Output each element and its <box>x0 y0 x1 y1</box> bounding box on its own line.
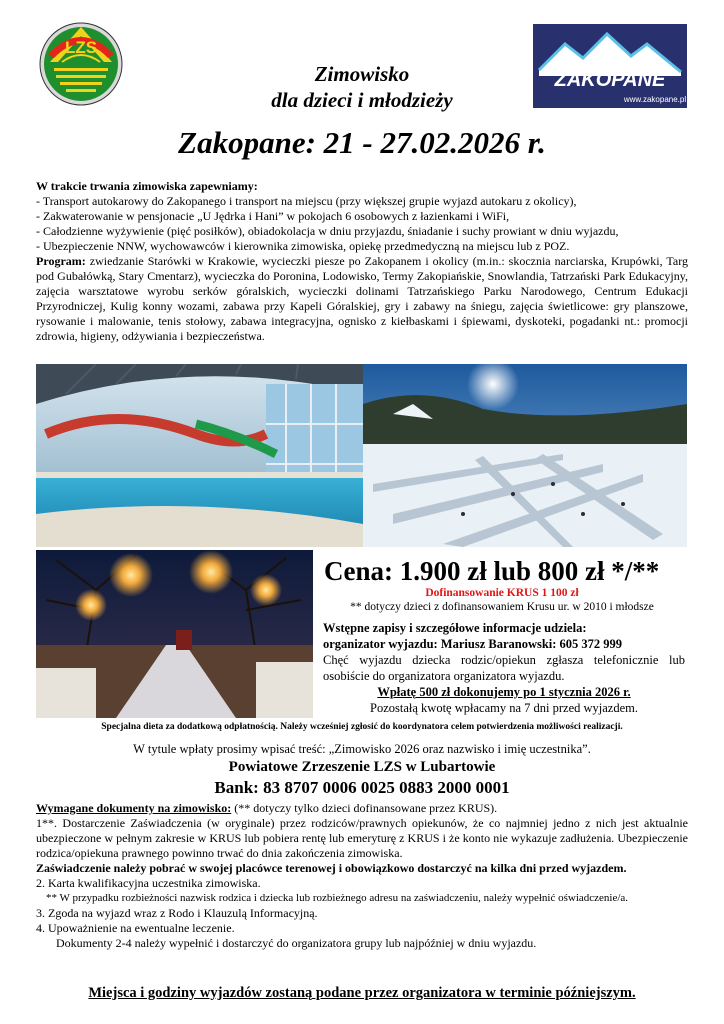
snow-maze-photo <box>363 364 687 547</box>
document-item-3: 3. Zgoda na wyjazd wraz z Rodo i Klauzulą Informacyjną. <box>36 906 318 920</box>
program-text: zwiedzanie Starówki w Krakowie, wycieczki piesze po Zakopanem i okolicy (m.in.: skocznia narciarska, Krupówki, Targ pod Gubałówką, Stary Cmentarz), wycieczka do Poronina, Lodowisko, Termy Zakopiańskie, Snowlandia, Tatrzański Park Edukacyjny, zajęcia warsztatowe wyrobu serków góralskich, wycieczki dolinami Tatrzańskiego Parku Narodowego, Centrum Edukacji Przyrodniczej, Kulig konny wozami, zabawa przy Kapeli Góralskiej, gry i zabawy na śniegu, zajęcia świetlicowe: gry planszowe, rysowanie i malowanie, tenis stołowy, zabawa integracyjna, ognisko z kiełbaskami i śpiewami, dyskoteki, pogadanki nt.: promocji zdrowia, higieny, odżywiania i bezpieczeństwa. <box>36 254 688 343</box>
registration-section <box>323 620 685 716</box>
diet-note: Specjalna dieta za dodatkową odpłatnością. Należy wcześniej zgłosić do koordynatora celem potwierdzenia możliwości realizacji. <box>101 722 623 732</box>
zakopane-logo-url: www.zakopane.pl <box>623 95 687 104</box>
documents-heading-line <box>36 801 688 816</box>
registration-line-1: Wstępne zapisy i szczegółowe informacje udziela: <box>323 621 587 635</box>
services-item: - Ubezpieczenie NNW, wychowawców i kierownika zimowiska, opiekę przedmedyczną na miejscu lub z POZ. <box>36 239 570 253</box>
krus-subsidy: Dofinansowanie KRUS 1 100 zł <box>425 587 579 599</box>
title-dates: Zakopane: 21 - 27.02.2026 r. <box>178 125 546 160</box>
organizer-contact: organizator wyjazdu: Mariusz Baranowski: 605 372 999 <box>323 637 623 651</box>
documents-heading: Wymagane dokumenty na zimowisko: <box>36 801 232 815</box>
document-item-1-bold: Zaświadczenie należy pobrać w swojej placówce terenowej i obowiązkowo dostarczyć na kilka dni przed wyjazdem. <box>36 861 627 875</box>
transfer-title: W tytule wpłaty prosimy wpisać treść: „Zimowisko 2026 oraz nazwisko i imię uczestnika”. <box>133 742 591 756</box>
title-line-1: Zimowisko <box>314 62 410 86</box>
services-item: - Zakwaterowanie w pensjonacie „U Jędrka i Hani” w pokojach 6 osobowych z łazienkami i WiFi, <box>36 209 510 223</box>
documents-note: Dokumenty 2-4 należy wypełnić i dostarczyć do organizatora grupy lub najpóźniej w dniu wyjazdu. <box>56 936 537 950</box>
krupowki-night-photo <box>36 550 313 718</box>
document-item-1: 1**. Dostarczenie Zaświadczenia (w oryginale) przez rodziców/prawnych opiekunów, że co najmniej jedno z nich jest aktualnie ubezpieczone w pełnym zakresie w KRUS lub pobiera rentę lub emeryturę z KRUS i że konto nie wykazuje zadłużenia. Ubezpieczenie rodzica/opiekuna prawnego powinno trwać do dnia zakończenia zimowiska. <box>36 816 688 860</box>
document-item-2: 2. Karta kwalifikacyjna uczestnika zimowiska. <box>36 876 261 890</box>
services-section <box>36 179 688 344</box>
payment-deadline: Wpłatę 500 zł dokonujemy po 1 stycznia 2026 r. <box>377 685 631 699</box>
program-paragraph <box>36 254 688 344</box>
remaining-payment: Pozostałą kwotę wpłacamy na 7 dni przed wyjazdem. <box>370 701 638 715</box>
aquapark-photo <box>36 364 363 547</box>
final-note: Miejsca i godziny wyjazdów zostaną podane przez organizatora w terminie późniejszym. <box>88 985 636 1001</box>
lzs-logo-text: LZS <box>64 38 98 57</box>
krus-note: ** dotyczy dzieci z dofinansowaniem Krusu ur. w 2010 i młodsze <box>350 601 654 613</box>
organization-name: Powiatowe Zrzeszenie LZS w Lubartowie <box>228 759 496 775</box>
document-item-2-note: ** W przypadku rozbieżności nazwisk rodzica i dziecka lub rozbieżnego adresu na zaświadczeniu, należy wypełnić oświadczenie/a. <box>46 892 629 904</box>
price: Cena: 1.900 zł lub 800 zł */** <box>324 556 660 586</box>
documents-heading-note: (** dotyczy tylko dzieci dofinansowane przez KRUS). <box>231 801 498 815</box>
program-label: Program: <box>36 254 86 268</box>
services-item: - Całodzienne wyżywienie (pięć posiłków), obiadokolacja w dniu przyjazdu, śniadanie i suchy prowiant w dniu wyjazdu, <box>36 224 619 238</box>
bank-account: Bank: 83 8707 0006 0025 0883 2000 0001 <box>214 778 510 797</box>
title-line-2: dla dzieci i młodzieży <box>271 88 453 112</box>
zakopane-logo-text: ZAKOPANE <box>554 69 666 91</box>
registration-text: Chęć wyjazdu dziecka rodzic/opiekun zgłasza telefonicznie lub osobiście do organizatora organizatora wyjazdu. <box>323 653 685 683</box>
documents-section <box>36 801 688 951</box>
services-item: - Transport autokarowy do Zakopanego i transport na miejscu (przy większej grupie wyjazd autokaru z okolicy), <box>36 194 577 208</box>
services-heading: W trakcie trwania zimowiska zapewniamy: <box>36 179 258 193</box>
document-item-4: 4. Upoważnienie na ewentualne leczenie. <box>36 921 235 935</box>
